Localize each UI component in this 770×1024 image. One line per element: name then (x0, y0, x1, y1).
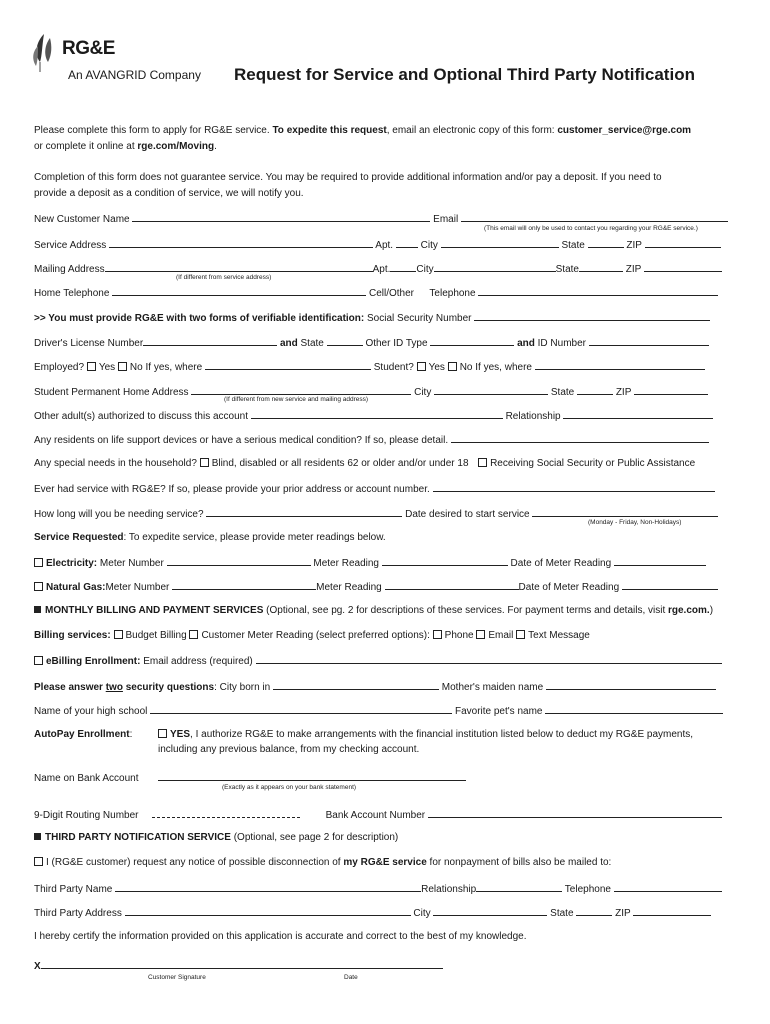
new-customer-name-field[interactable] (132, 211, 430, 222)
pet-name-field[interactable] (545, 703, 723, 714)
third-party-bullet-icon (34, 833, 41, 840)
student-address-field[interactable] (191, 384, 411, 395)
third-party-relationship-label: Relationship (421, 884, 477, 895)
dl-state-label: State (300, 338, 324, 349)
elec-meter-reading-field[interactable] (382, 555, 508, 566)
service-address-field[interactable] (109, 237, 373, 248)
third-party-address-field[interactable] (125, 905, 411, 916)
third-party-telephone-label: Telephone (564, 884, 611, 895)
high-school-field[interactable] (150, 703, 452, 714)
date-label: Date (344, 974, 358, 981)
how-long-field[interactable] (206, 506, 402, 517)
apt-field[interactable] (396, 237, 418, 248)
intro-paragraph-2: Completion of this form does not guarantee service. You may be required to provide additional information and/or pay a deposit. If you need to (34, 172, 662, 183)
school-where-field[interactable] (535, 359, 705, 370)
student-address-label: Student Permanent Home Address (34, 387, 189, 398)
intro-text-2: , email an electronic copy of this form: (386, 125, 558, 136)
gas-date-label: Date of Meter Reading (518, 582, 620, 593)
text-message-checkbox[interactable] (516, 630, 525, 639)
high-school-label: Name of your high school (34, 706, 148, 717)
third-party-state-field[interactable] (576, 905, 612, 916)
bank-name-label: Name on Bank Account (34, 773, 139, 784)
mailing-address-label: Mailing Address (34, 264, 105, 275)
other-adults-label: Other adult(s) authorized to discuss this account (34, 411, 248, 422)
third-party-relationship-field[interactable] (476, 881, 562, 892)
natural-gas-checkbox[interactable] (34, 582, 43, 591)
mailing-apt-label: Apt. (372, 264, 391, 275)
natural-gas-label: Natural Gas: (46, 582, 106, 593)
date-desired-field[interactable] (532, 506, 718, 517)
student-yes-checkbox[interactable] (417, 362, 426, 371)
certify-text: I hereby certify the information provided on this application is accurate and correct to the best of my knowledge. (34, 931, 527, 942)
intro-text-1: Please complete this form to apply for RG&E service. (34, 125, 273, 136)
service-requested-text: : To expedite service, please provide meter readings below. (123, 532, 386, 543)
gas-meter-number-label: Meter Number (105, 582, 170, 593)
and-label-1: and (279, 338, 298, 349)
employed-no-checkbox[interactable] (118, 362, 127, 371)
bank-name-note: (Exactly as it appears on your bank statement) (222, 784, 357, 791)
billing-services-label: Billing services (34, 630, 108, 641)
ebilling-checkbox[interactable] (34, 656, 43, 665)
home-telephone-field[interactable] (112, 285, 366, 296)
intro-period: . (214, 141, 217, 152)
gas-meter-reading-label: Meter Reading (316, 582, 382, 593)
billing-link[interactable]: rge.com. (668, 605, 710, 616)
special-needs-label: Any special needs in the household? (34, 458, 197, 469)
state-label: State (561, 240, 585, 251)
elec-date-label: Date of Meter Reading (510, 558, 612, 569)
state-field[interactable] (588, 237, 624, 248)
online-link[interactable]: rge.com/Moving (137, 141, 215, 152)
receiving-assistance-label: Receiving Social Security or Public Assistance (490, 458, 696, 469)
date-desired-label: Date desired to start service (405, 509, 530, 520)
ebilling-email-field[interactable] (256, 653, 722, 664)
bank-name-field[interactable] (158, 770, 466, 781)
cell-other-label: Cell/Other (369, 288, 415, 299)
billing-heading-note: (Optional, see pg. 2 for descriptions of these services. For payment terms and details, visit (263, 605, 668, 616)
rge-logo-icon (30, 32, 60, 72)
autopay-colon: : (129, 729, 133, 740)
student-no-checkbox[interactable] (448, 362, 457, 371)
third-party-telephone-field[interactable] (614, 881, 722, 892)
text-message-label: Text Message (528, 630, 590, 641)
security-label-b: two (105, 682, 123, 693)
elec-meter-number-label: Meter Number (99, 558, 164, 569)
gas-meter-number-field[interactable] (172, 579, 316, 590)
email-label: Email (433, 214, 459, 225)
third-party-name-field[interactable] (115, 881, 421, 892)
elec-meter-number-field[interactable] (167, 555, 311, 566)
third-party-request-c: for nonpayment of bills also be mailed to: (426, 857, 612, 868)
third-party-request-b: my RG&E service (343, 857, 427, 868)
third-party-state-label: State (550, 908, 574, 919)
maiden-name-label: Mother's maiden name (441, 682, 544, 693)
intro-paragraph-2b: provide a deposit as a condition of service, we will notify you. (34, 188, 304, 199)
student-city-label: City (414, 387, 432, 398)
zip-field[interactable] (645, 237, 721, 248)
how-long-label: How long will you be needing service? (34, 509, 204, 520)
student-state-label: State (550, 387, 575, 398)
employed-yes-checkbox[interactable] (87, 362, 96, 371)
third-party-heading-note: (Optional, see page 2 for description) (230, 832, 399, 843)
third-party-zip-field[interactable] (633, 905, 711, 916)
ever-had-service-label: Ever had service with RG&E? If so, please provide your prior address or account number. (34, 484, 430, 495)
student-yes-label: Yes (428, 362, 445, 373)
autopay-yes: YES (170, 729, 191, 740)
must-provide-id: >> You must provide RG&E with two forms of verifiable identification: (34, 313, 365, 324)
email-link[interactable]: customer_service@rge.com (557, 125, 692, 136)
third-party-name-label: Third Party Name (34, 884, 113, 895)
mailing-apt-field[interactable] (390, 261, 416, 272)
autopay-checkbox[interactable] (158, 729, 167, 738)
ssn-field[interactable] (474, 310, 710, 321)
receiving-assistance-checkbox[interactable] (478, 458, 487, 467)
other-id-type-field[interactable] (430, 335, 514, 346)
employed-yes-label: Yes (98, 362, 116, 373)
mailing-state-field[interactable] (579, 261, 623, 272)
apt-label: Apt. (375, 240, 394, 251)
telephone-label: Telephone (429, 288, 476, 299)
mailing-city-field[interactable] (434, 261, 556, 272)
electricity-label: Electricity: (46, 558, 98, 569)
id-number-label: ID Number (537, 338, 586, 349)
life-support-label: Any residents on life support devices or have a serious medical condition? If so, please detail. (34, 435, 449, 446)
signature-field[interactable] (41, 958, 443, 969)
third-party-city-label: City (413, 908, 431, 919)
other-adults-field[interactable] (251, 408, 503, 419)
budget-billing-label: Budget Billing (125, 630, 187, 641)
signature-label: Customer Signature (148, 974, 206, 981)
city-field[interactable] (441, 237, 559, 248)
page-title: Request for Service and Optional Third Party Notification (234, 65, 695, 84)
employer-where-label: If yes, where (145, 362, 203, 373)
home-telephone-label: Home Telephone (34, 288, 110, 299)
drivers-license-field[interactable] (143, 335, 277, 346)
third-party-checkbox[interactable] (34, 857, 43, 866)
security-label-c: security questions (122, 682, 215, 693)
employed-label: Employed? (34, 362, 85, 373)
relationship-field[interactable] (563, 408, 713, 419)
billing-heading: MONTHLY BILLING AND PAYMENT SERVICES (45, 605, 264, 616)
gas-meter-reading-field[interactable] (385, 579, 519, 590)
routing-label: 9-Digit Routing Number (34, 810, 139, 821)
email-field[interactable] (461, 211, 728, 222)
student-state-field[interactable] (577, 384, 613, 395)
customer-meter-label: Customer Meter Reading (select preferred options): (201, 630, 430, 641)
electricity-checkbox[interactable] (34, 558, 43, 567)
autopay-text-1: , I authorize RG&E to make arrangements with the financial institution listed below to deduct my RG&E payments, (190, 729, 694, 740)
student-label: Student? (373, 362, 414, 373)
ebilling-email-label: Email address (required) (143, 656, 253, 667)
blind-disabled-label: Blind, disabled or all residents 62 or older and/or under 18 (211, 458, 469, 469)
logo-name: RG&E (62, 38, 115, 59)
life-support-field[interactable] (451, 432, 709, 443)
drivers-license-label: Driver's License Number (34, 338, 144, 349)
prior-address-field[interactable] (433, 481, 715, 492)
logo-subtitle: An AVANGRID Company (68, 68, 201, 82)
third-party-city-field[interactable] (433, 905, 547, 916)
ebilling-label: eBilling Enrollment: (46, 656, 141, 667)
mailing-note: (If different from service address) (176, 274, 272, 281)
relationship-label: Relationship (505, 411, 561, 422)
employer-where-field[interactable] (205, 359, 371, 370)
and-label-2: and (517, 338, 535, 349)
new-customer-name-label: New Customer Name (34, 214, 130, 225)
city-born-field[interactable] (273, 679, 439, 690)
student-zip-field[interactable] (634, 384, 708, 395)
phone-label: Phone (444, 630, 474, 641)
bank-account-field[interactable] (428, 807, 722, 818)
pet-name-label: Favorite pet's name (454, 706, 543, 717)
student-no-label: No (459, 362, 473, 373)
intro-expedite: To expedite this request (272, 125, 387, 136)
service-address-label: Service Address (34, 240, 107, 251)
billing-bullet-icon (34, 606, 41, 613)
mailing-address-field[interactable] (105, 261, 373, 272)
third-party-zip-label: ZIP (615, 908, 631, 919)
zip-label: ZIP (626, 240, 642, 251)
city-label: City (420, 240, 438, 251)
autopay-label: AutoPay Enrollment (34, 729, 130, 740)
autopay-text-2: including any previous balance, from my checking account. (158, 744, 420, 755)
mailing-zip-label: ZIP (625, 264, 642, 275)
email-note: (This email will only be used to contact you regarding your RG&E service.) (484, 225, 698, 232)
mailing-zip-field[interactable] (644, 261, 722, 272)
city-born-label: : City born in (214, 682, 271, 693)
employed-no-label: No (129, 362, 143, 373)
date-desired-note: (Monday - Friday, Non-Holidays) (588, 519, 682, 526)
security-label-a: Please answer (34, 682, 106, 693)
student-zip-label: ZIP (615, 387, 632, 398)
customer-meter-checkbox[interactable] (189, 630, 198, 639)
signature-x: X (34, 961, 41, 972)
cell-telephone-field[interactable] (478, 285, 718, 296)
blind-disabled-checkbox[interactable] (200, 458, 209, 467)
email-option-checkbox[interactable] (476, 630, 485, 639)
phone-checkbox[interactable] (433, 630, 442, 639)
student-city-field[interactable] (434, 384, 548, 395)
billing-heading-end: ) (709, 605, 714, 616)
email-option-label: Email (488, 630, 514, 641)
service-requested-label: Service Requested (34, 532, 124, 543)
school-where-label: If yes, where (475, 362, 532, 373)
mailing-city-label: City (416, 264, 434, 275)
gas-date-field[interactable] (622, 579, 718, 590)
elec-date-field[interactable] (614, 555, 706, 566)
elec-meter-reading-label: Meter Reading (313, 558, 379, 569)
budget-billing-checkbox[interactable] (114, 630, 123, 639)
id-number-field[interactable] (589, 335, 709, 346)
bank-account-label: Bank Account Number (325, 810, 426, 821)
third-party-request-a: I (RG&E customer) request any notice of possible disconnection of (46, 857, 344, 868)
student-address-note: (If different from new service and mailing address) (224, 396, 369, 403)
routing-field[interactable] (152, 807, 300, 818)
other-id-type-label: Other ID Type (365, 338, 428, 349)
mailing-state-label: State (555, 264, 579, 275)
third-party-heading: THIRD PARTY NOTIFICATION SERVICE (45, 832, 231, 843)
third-party-address-label: Third Party Address (34, 908, 122, 919)
ssn-label: Social Security Number (367, 313, 472, 324)
intro-text-3: or complete it online at (34, 141, 138, 152)
maiden-name-field[interactable] (546, 679, 716, 690)
dl-state-field[interactable] (327, 335, 363, 346)
